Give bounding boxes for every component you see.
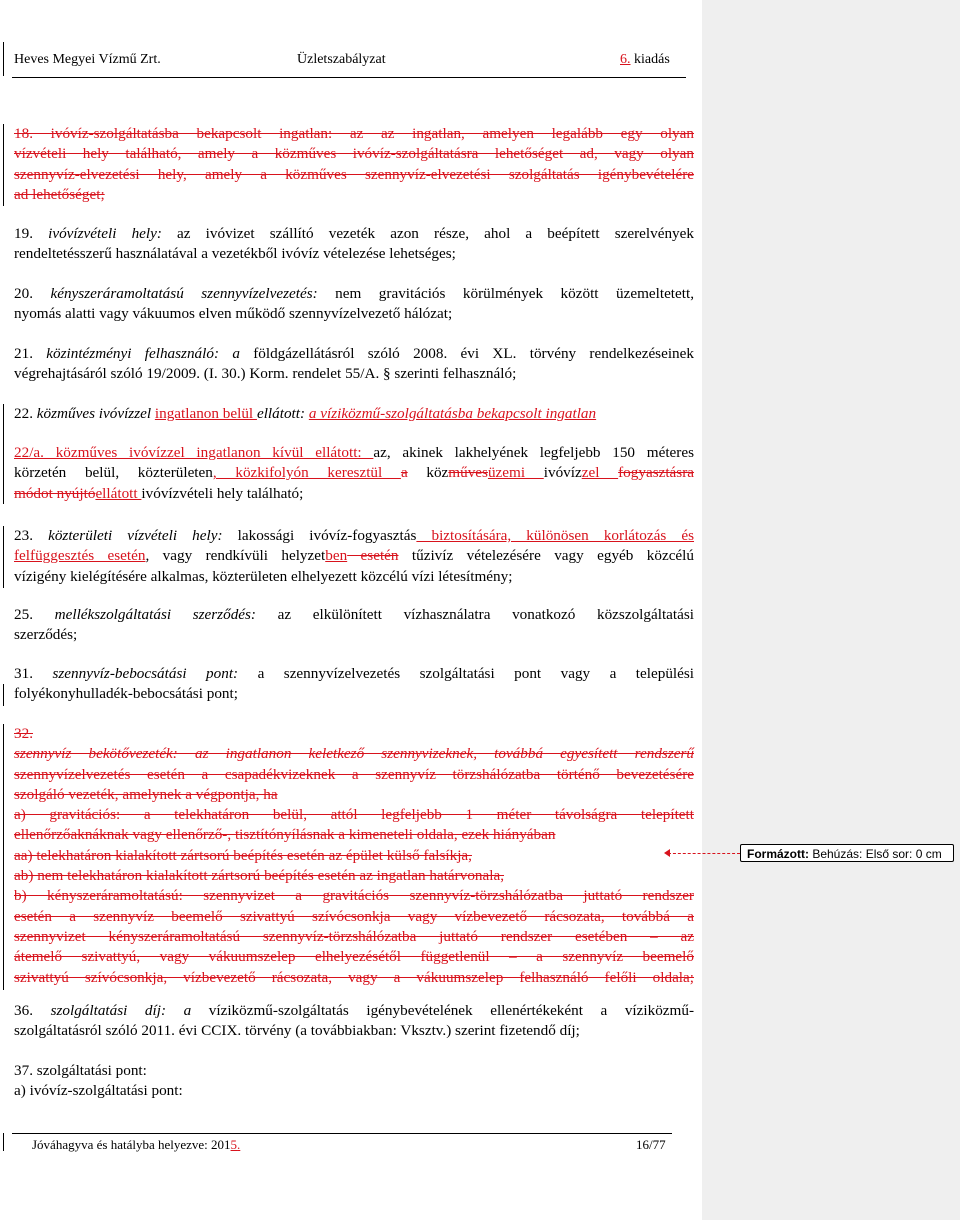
p36-term: szolgáltatási díj: a <box>50 1002 192 1019</box>
p32-line: szivattyú szívócsonkja, vízbevezető rácsozata, vagy a vákuumszelep felhasználó felőli oldala; <box>14 968 694 986</box>
p32-line: szennyvizet kényszeráramoltatású szennyvíz-törzshálózatba juttató rendszer esetében – az <box>14 927 694 945</box>
header-edition-number: 6. <box>620 52 631 67</box>
p21-text: földgázellátásról szóló 2008. évi XL. törvény rendelkezéseinek <box>239 345 694 362</box>
p32-line: szennyvízelvezetés esetén a csapadékvizeknek a szennyvíz törzshálózatba történő bevezetésére <box>14 765 694 783</box>
definition-32 <box>14 724 694 988</box>
p32-line: esetén a szennyvíz beemelő szivattyú szívócsonkja vagy vízbevezető rácsozata, továbbá a <box>14 907 694 925</box>
change-bar <box>3 124 4 206</box>
p22a-text: körzetén belül, közterületen <box>14 464 213 482</box>
p19-number: 19. <box>14 225 49 242</box>
p32-line: b) kényszeráramoltatású: szennyvizet a gravitációs szennyvíz-törzshálózatba juttató rendszer <box>14 887 694 905</box>
definition-23 <box>14 526 694 587</box>
p20-line: nyomás alatti vagy vákuumos elven működő szennyvízelvezető hálózat; <box>14 305 453 323</box>
p23-insertion: ben <box>325 547 348 565</box>
p18-line: szennyvíz-elvezetési hely, amely a közműves szennyvíz-elvezetési szolgáltatás igénybevételére <box>14 165 694 183</box>
p21-number: 21. <box>14 345 47 362</box>
header-edition-label: kiadás <box>630 52 670 67</box>
footer-approval <box>32 1137 240 1153</box>
p19-term: ivóvízvételi hely: <box>48 225 162 242</box>
p22a-deletion: műves <box>448 464 488 482</box>
p32-line: szennyvíz bekötővezeték: az ingatlanon keletkező szennyvizeknek, továbbá egyesített rendszerű <box>14 745 694 763</box>
p22a-text: köz <box>407 464 449 482</box>
p23-text: lakossági ivóvíz-fogyasztás <box>222 527 417 544</box>
footer-rule <box>12 1133 672 1134</box>
p31-line: folyékonyhulladék-bebocsátási pont; <box>14 685 238 703</box>
p21-line: végrehajtásáról szóló 19/2009. (I. 30.) Korm. rendelet 55/A. § szerinti felhasználó; <box>14 365 517 383</box>
p37-heading: 37. szolgáltatási pont: <box>14 1062 147 1079</box>
p19-line: rendeltetésszerű használatával a vezetékből ivóvíz vételezése lehetséges; <box>14 245 456 263</box>
p22a-insertion: , közkifolyón keresztül <box>212 464 401 482</box>
p22-insertion: ingatlanon belül <box>154 405 257 422</box>
p22a-insertion: üzemi <box>487 464 544 482</box>
p32-line: ab) nem telekhatáron kialakított zártsorú beépítés esetén az ingatlan határvonala, <box>14 867 505 885</box>
page-number: 16/77 <box>636 1137 666 1152</box>
p22a-insertion: zel <box>581 464 619 482</box>
p25-number: 25. <box>14 606 55 623</box>
comment-leader-line <box>668 853 740 854</box>
footer-approval-text: Jóváhagyva és hatályba helyezve: 201 <box>32 1137 231 1152</box>
p22-number: 22. <box>14 405 37 422</box>
p22a-deletion: a <box>400 464 408 482</box>
definition-19 <box>14 224 694 265</box>
formatting-balloon-label: Formázott: <box>747 847 809 861</box>
p23-line: vízigény kielégítésére alkalmas, közterületen elhelyezett közcélú vízi létesítmény; <box>14 567 513 585</box>
p37-line <box>14 1061 694 1081</box>
p36-line: szolgáltatásról szóló 2011. évi CCIX. törvény (a továbbiakban: Vksztv.) szerint fizetendő díj; <box>14 1022 580 1040</box>
p32-line: szolgáló vezeték, amelynek a végpontja, ha <box>14 785 278 803</box>
p20-number: 20. <box>14 285 51 302</box>
header-edition <box>620 52 670 68</box>
p36-number: 36. <box>14 1002 51 1019</box>
definition-18 <box>14 124 694 205</box>
p37-line: a) ivóvíz-szolgáltatási pont: <box>14 1082 183 1100</box>
formatting-balloon-text: Behúzás: Első sor: 0 cm <box>809 847 942 861</box>
p31-number: 31. <box>14 665 53 682</box>
p23-deletion: esetén <box>347 547 399 565</box>
change-bar <box>3 684 4 706</box>
p18-line: ad lehetőséget; <box>14 185 105 203</box>
definition-20 <box>14 284 694 325</box>
p22a-insertion: 22/a. közműves ivóvízzel ingatlanon kívül ellátott: <box>14 444 374 461</box>
p23-insertion: biztosítására, különösen korlátozás és <box>416 527 695 544</box>
definition-25 <box>14 605 694 646</box>
footer-year-insertion: 5 <box>230 1137 238 1152</box>
p23-insertion: felfüggesztés esetén <box>14 547 146 565</box>
definition-36 <box>14 1001 694 1042</box>
p20-term: kényszeráramoltatású szennyvízelvezetés: <box>50 285 318 302</box>
p32-line: ellenőrzőaknáknak vagy ellenőrző-, tisztítónyílásnak a kimeneteli oldala, ezek hiányában <box>14 826 556 844</box>
p23-text: , vagy rendkívüli helyzet <box>145 547 326 565</box>
change-bar <box>3 724 4 990</box>
definition-22 <box>14 404 694 424</box>
definition-37 <box>14 1061 694 1102</box>
p32-line: a) gravitációs: a telekhatáron belül, attól legfeljebb 1 méter távolságra telepített <box>14 806 694 824</box>
p32-line: aa) telekhatáron kialakított zártsorú beépítés esetén az épület külső falsíkja, <box>14 846 472 864</box>
p23-text: tűzivíz vételezésére vagy egyéb közcélú <box>398 547 694 565</box>
definition-31 <box>14 664 694 705</box>
p22-term-end: ellátott: <box>256 405 309 422</box>
definition-22a <box>14 443 694 504</box>
p19-text: az ivóvizet szállító vezeték azon része, ahol a beépített szerelvények <box>161 225 694 242</box>
p31-text: a szennyvízelvezetés szolgáltatási pont vagy a települési <box>238 665 695 682</box>
p22a-insertion: ellátott <box>95 484 142 502</box>
definition-21 <box>14 344 694 385</box>
p22a-deletion: módot nyújtó <box>14 484 96 502</box>
p22a-text: ivóvíz <box>543 464 582 482</box>
header-change-bar <box>3 42 4 76</box>
header-company: Heves Megyei Vízmű Zrt. <box>14 52 161 67</box>
p22a-deletion: fogyasztásra <box>618 464 695 482</box>
footer-period: . <box>237 1137 241 1152</box>
header-title: Üzletszabályzat <box>297 52 386 67</box>
p32-line: átemelő szivattyú, vagy vákuumszelep elhelyezésétől függetlenül – a szennyvíz beemelő <box>14 948 694 966</box>
p25-term: mellékszolgáltatási szerződés: <box>54 606 256 623</box>
p25-line: szerződés; <box>14 626 78 644</box>
p36-text: víziközmű-szolgáltatás igénybevételének ellenértékeként a víziközmű- <box>191 1002 695 1019</box>
p22-term: közműves ivóvízzel <box>36 405 155 422</box>
p18-line: vízvételi hely található, amely a közműves ivóvíz-szolgáltatásra lehetőséget ad, vagy olyan <box>14 145 694 163</box>
p21-term: közintézményi felhasználó: a <box>46 345 240 362</box>
p22a-text: ivóvízvételi hely található; <box>141 484 304 502</box>
p22a-text: az, akinek lakhelyének legfeljebb 150 méteres <box>373 444 695 461</box>
change-bar <box>3 526 4 588</box>
markup-pane <box>702 0 960 1220</box>
p31-term: szennyvíz-bebocsátási pont: <box>52 665 239 682</box>
change-bar <box>3 1133 4 1151</box>
p18-line: 18. ivóvíz-szolgáltatásba bekapcsolt ingatlan: az az ingatlan, amelyen legalább egy olyan <box>14 125 694 142</box>
comment-leader-arrow-icon <box>664 849 670 857</box>
p23-term: közterületi vízvételi hely: <box>48 527 223 544</box>
formatting-balloon[interactable] <box>740 844 954 862</box>
p22-insertion: a víziközmű-szolgáltatásba bekapcsolt ingatlan <box>308 405 597 422</box>
p25-text: az elkülönített vízhasználatra vonatkozó közszolgáltatási <box>256 606 694 623</box>
p23-number: 23. <box>14 527 49 544</box>
p20-text: nem gravitációs körülmények között üzemeltetett, <box>317 285 695 302</box>
p32-line: 32. <box>14 725 33 742</box>
header-rule <box>12 77 686 78</box>
change-bar <box>3 404 4 504</box>
